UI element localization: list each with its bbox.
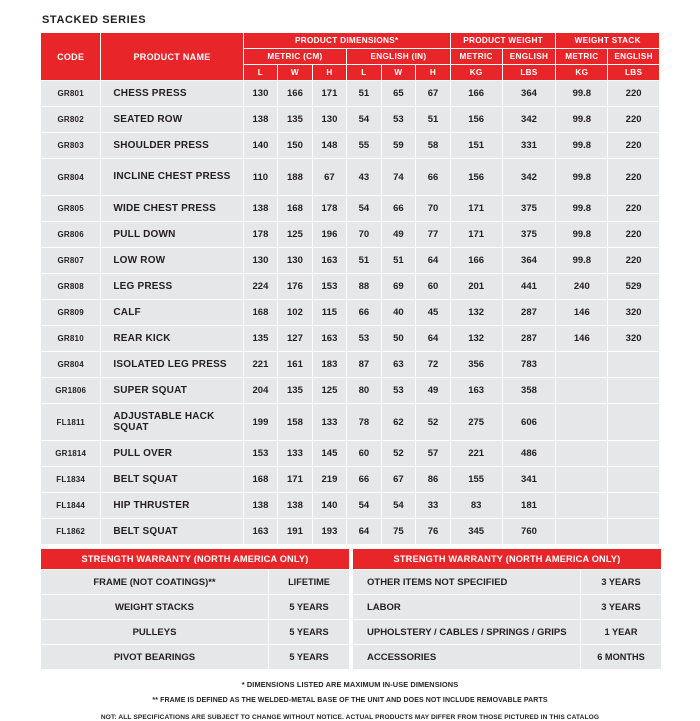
row-slbs (608, 467, 660, 493)
row-mh: 130 (312, 107, 347, 133)
footnote-disclaimer: NOT: ALL SPECIFICATIONS ARE SUBJECT TO CHANGE WITHOUT NOTICE. ACTUAL PRODUCTS MAY DIFFER FROM THOSE PICTURED IN THIS CATALOG (100, 714, 600, 721)
row-skg: 99.8 (556, 222, 608, 248)
row-ew: 74 (381, 159, 416, 196)
row-product-name: HIP THRUSTER (101, 493, 243, 519)
header-metric-w: W (278, 65, 313, 81)
row-product-name: PULL DOWN (101, 222, 243, 248)
row-skg (556, 441, 608, 467)
row-wlbs: 375 (502, 196, 556, 222)
warranty-left-value-1: 5 YEARS (269, 595, 350, 620)
row-ml: 163 (243, 519, 278, 545)
table-row (41, 222, 660, 248)
header-product-weight: PRODUCT WEIGHT (450, 33, 556, 49)
row-mh: 219 (312, 467, 347, 493)
row-el: 54 (347, 107, 382, 133)
warranty-right-label-1: LABOR (353, 595, 581, 620)
row-slbs (608, 404, 660, 441)
row-mw: 176 (278, 274, 313, 300)
warranty-left-label-1: WEIGHT STACKS (41, 595, 269, 620)
row-mw: 135 (278, 107, 313, 133)
row-product-name: LOW ROW (101, 248, 243, 274)
row-skg: 146 (556, 326, 608, 352)
warranty-row (41, 570, 350, 595)
row-mw: 168 (278, 196, 313, 222)
header-weight-english: ENGLISH (502, 49, 556, 65)
row-mh: 153 (312, 274, 347, 300)
table-row (41, 274, 660, 300)
table-row (41, 300, 660, 326)
row-ml: 153 (243, 441, 278, 467)
row-mh: 196 (312, 222, 347, 248)
row-mw: 158 (278, 404, 313, 441)
row-product-name: ADJUSTABLE HACK SQUAT (101, 404, 243, 441)
row-mw: 188 (278, 159, 313, 196)
row-eh: 52 (416, 404, 451, 441)
row-wlbs: 342 (502, 107, 556, 133)
row-code: GR804 (41, 352, 101, 378)
row-el: 55 (347, 133, 382, 159)
row-mw: 171 (278, 467, 313, 493)
row-ew: 66 (381, 196, 416, 222)
row-wlbs: 287 (502, 300, 556, 326)
row-code: GR808 (41, 274, 101, 300)
row-product-name: CHESS PRESS (101, 81, 243, 107)
row-ew: 63 (381, 352, 416, 378)
page-title: STACKED SERIES (42, 14, 147, 26)
row-el: 88 (347, 274, 382, 300)
row-el: 70 (347, 222, 382, 248)
row-product-name: SUPER SQUAT (101, 378, 243, 404)
warranty-right-value-2: 1 YEAR (581, 620, 662, 645)
row-mh: 148 (312, 133, 347, 159)
row-code: GR803 (41, 133, 101, 159)
row-ml: 178 (243, 222, 278, 248)
table-row (41, 378, 660, 404)
warranty-left-label-0: FRAME (NOT COATINGS)** (41, 570, 269, 595)
warranty-table-right (352, 548, 662, 670)
row-ml: 168 (243, 467, 278, 493)
row-slbs: 320 (608, 300, 660, 326)
row-mh: 183 (312, 352, 347, 378)
row-eh: 64 (416, 248, 451, 274)
header-english-w: W (381, 65, 416, 81)
table-row (41, 441, 660, 467)
warranty-table-left (40, 548, 350, 670)
row-mw: 191 (278, 519, 313, 545)
row-code: GR806 (41, 222, 101, 248)
row-ml: 138 (243, 196, 278, 222)
row-mw: 161 (278, 352, 313, 378)
row-wkg: 83 (450, 493, 502, 519)
row-slbs (608, 352, 660, 378)
row-ew: 53 (381, 107, 416, 133)
row-wlbs: 486 (502, 441, 556, 467)
header-english-h: H (416, 65, 451, 81)
header-english-in: ENGLISH (IN) (347, 49, 451, 65)
row-ew: 40 (381, 300, 416, 326)
row-mw: 102 (278, 300, 313, 326)
row-el: 66 (347, 467, 382, 493)
row-mh: 193 (312, 519, 347, 545)
warranty-right-header: STRENGTH WARRANTY (NORTH AMERICA ONLY) (353, 549, 662, 570)
row-eh: 86 (416, 467, 451, 493)
row-eh: 51 (416, 107, 451, 133)
row-ml: 130 (243, 248, 278, 274)
row-mw: 133 (278, 441, 313, 467)
row-product-name: CALF (101, 300, 243, 326)
warranty-left-header: STRENGTH WARRANTY (NORTH AMERICA ONLY) (41, 549, 350, 570)
row-mh: 115 (312, 300, 347, 326)
row-mh: 125 (312, 378, 347, 404)
row-skg: 99.8 (556, 107, 608, 133)
header-product-dimensions: PRODUCT DIMENSIONS* (243, 33, 450, 49)
row-slbs (608, 441, 660, 467)
warranty-row (41, 620, 350, 645)
row-ew: 54 (381, 493, 416, 519)
table-row (41, 133, 660, 159)
row-product-name: WIDE CHEST PRESS (101, 196, 243, 222)
row-wkg: 345 (450, 519, 502, 545)
header-code: CODE (41, 33, 101, 81)
row-code: GR810 (41, 326, 101, 352)
row-el: 54 (347, 196, 382, 222)
header-metric-l: L (243, 65, 278, 81)
warranty-row (41, 645, 350, 670)
row-ml: 140 (243, 133, 278, 159)
row-code: FL1834 (41, 467, 101, 493)
row-slbs (608, 519, 660, 545)
row-skg: 240 (556, 274, 608, 300)
row-wlbs: 375 (502, 222, 556, 248)
row-skg: 99.8 (556, 248, 608, 274)
row-slbs: 220 (608, 107, 660, 133)
warranty-row (353, 595, 662, 620)
row-ew: 59 (381, 133, 416, 159)
row-product-name: SHOULDER PRESS (101, 133, 243, 159)
row-wlbs: 287 (502, 326, 556, 352)
row-eh: 66 (416, 159, 451, 196)
row-skg: 99.8 (556, 159, 608, 196)
header-stack-english: ENGLISH (608, 49, 660, 65)
row-product-name: BELT SQUAT (101, 519, 243, 545)
row-code: FL1844 (41, 493, 101, 519)
row-el: 53 (347, 326, 382, 352)
row-slbs: 220 (608, 133, 660, 159)
row-ml: 135 (243, 326, 278, 352)
warranty-row (353, 645, 662, 670)
row-eh: 57 (416, 441, 451, 467)
header-weight-stack: WEIGHT STACK (556, 33, 660, 49)
warranty-right-label-3: ACCESSORIES (353, 645, 581, 670)
warranty-left-value-3: 5 YEARS (269, 645, 350, 670)
row-wlbs: 606 (502, 404, 556, 441)
row-product-name: INCLINE CHEST PRESS (101, 159, 243, 196)
row-mh: 67 (312, 159, 347, 196)
row-ml: 199 (243, 404, 278, 441)
row-wkg: 156 (450, 107, 502, 133)
table-row (41, 519, 660, 545)
footnote-dimensions: * DIMENSIONS LISTED ARE MAXIMUM IN-USE DIMENSIONS (241, 680, 459, 689)
row-wkg: 171 (450, 196, 502, 222)
warranty-left-label-2: PULLEYS (41, 620, 269, 645)
row-ew: 49 (381, 222, 416, 248)
row-eh: 33 (416, 493, 451, 519)
row-wkg: 166 (450, 248, 502, 274)
row-eh: 49 (416, 378, 451, 404)
row-el: 66 (347, 300, 382, 326)
row-wkg: 132 (450, 300, 502, 326)
row-mw: 138 (278, 493, 313, 519)
row-ml: 224 (243, 274, 278, 300)
row-mw: 130 (278, 248, 313, 274)
row-eh: 67 (416, 81, 451, 107)
row-wlbs: 441 (502, 274, 556, 300)
row-code: GR1806 (41, 378, 101, 404)
row-ew: 65 (381, 81, 416, 107)
table-header-row-1 (41, 33, 660, 49)
row-wkg: 275 (450, 404, 502, 441)
header-metric-h: H (312, 65, 347, 81)
row-el: 54 (347, 493, 382, 519)
table-row (41, 493, 660, 519)
warranty-right-value-0: 3 YEARS (581, 570, 662, 595)
row-code: GR1814 (41, 441, 101, 467)
row-skg: 99.8 (556, 133, 608, 159)
row-wkg: 132 (450, 326, 502, 352)
row-code: FL1811 (41, 404, 101, 441)
table-row (41, 248, 660, 274)
row-product-name: ISOLATED LEG PRESS (101, 352, 243, 378)
warranty-row (353, 570, 662, 595)
row-eh: 70 (416, 196, 451, 222)
row-mh: 140 (312, 493, 347, 519)
row-slbs: 220 (608, 81, 660, 107)
table-row (41, 81, 660, 107)
row-el: 80 (347, 378, 382, 404)
row-wkg: 171 (450, 222, 502, 248)
row-product-name: BELT SQUAT (101, 467, 243, 493)
row-ml: 138 (243, 493, 278, 519)
row-code: GR804 (41, 159, 101, 196)
row-mh: 178 (312, 196, 347, 222)
row-el: 64 (347, 519, 382, 545)
row-mw: 150 (278, 133, 313, 159)
row-code: GR802 (41, 107, 101, 133)
row-ew: 52 (381, 441, 416, 467)
row-slbs: 320 (608, 326, 660, 352)
specifications-table (40, 32, 660, 545)
row-slbs: 220 (608, 159, 660, 196)
row-code: GR805 (41, 196, 101, 222)
row-eh: 58 (416, 133, 451, 159)
row-skg (556, 467, 608, 493)
row-ml: 204 (243, 378, 278, 404)
warranty-section (40, 548, 660, 670)
row-wlbs: 331 (502, 133, 556, 159)
row-ml: 130 (243, 81, 278, 107)
row-ml: 168 (243, 300, 278, 326)
row-el: 78 (347, 404, 382, 441)
row-wlbs: 364 (502, 248, 556, 274)
row-wkg: 151 (450, 133, 502, 159)
row-ew: 75 (381, 519, 416, 545)
row-wlbs: 342 (502, 159, 556, 196)
row-wkg: 155 (450, 467, 502, 493)
row-wkg: 156 (450, 159, 502, 196)
row-wlbs: 783 (502, 352, 556, 378)
row-ew: 67 (381, 467, 416, 493)
row-ml: 221 (243, 352, 278, 378)
row-skg (556, 352, 608, 378)
row-el: 51 (347, 248, 382, 274)
table-row (41, 159, 660, 196)
row-wkg: 163 (450, 378, 502, 404)
row-wkg: 166 (450, 81, 502, 107)
header-weight-lbs: LBS (502, 65, 556, 81)
header-english-l: L (347, 65, 382, 81)
row-slbs: 220 (608, 248, 660, 274)
row-el: 87 (347, 352, 382, 378)
row-wkg: 201 (450, 274, 502, 300)
row-wlbs: 364 (502, 81, 556, 107)
row-wlbs: 358 (502, 378, 556, 404)
warranty-left-value-2: 5 YEARS (269, 620, 350, 645)
row-eh: 76 (416, 519, 451, 545)
row-wlbs: 181 (502, 493, 556, 519)
row-slbs: 529 (608, 274, 660, 300)
warranty-left-label-3: PIVOT BEARINGS (41, 645, 269, 670)
warranty-right-label-0: OTHER ITEMS NOT SPECIFIED (353, 570, 581, 595)
row-wkg: 356 (450, 352, 502, 378)
row-eh: 72 (416, 352, 451, 378)
row-ml: 110 (243, 159, 278, 196)
warranty-row (41, 595, 350, 620)
row-ew: 51 (381, 248, 416, 274)
row-ml: 138 (243, 107, 278, 133)
header-weight-kg: KG (450, 65, 502, 81)
row-code: FL1862 (41, 519, 101, 545)
header-product-name: PRODUCT NAME (101, 33, 243, 81)
row-product-name: REAR KICK (101, 326, 243, 352)
footnote-frame: ** FRAME IS DEFINED AS THE WELDED-METAL BASE OF THE UNIT AND DOES NOT INCLUDE REMOVABLE PARTS (152, 697, 548, 704)
table-row (41, 404, 660, 441)
row-eh: 60 (416, 274, 451, 300)
warranty-left-value-0: LIFETIME (269, 570, 350, 595)
row-ew: 69 (381, 274, 416, 300)
row-el: 60 (347, 441, 382, 467)
row-mh: 163 (312, 248, 347, 274)
row-skg: 99.8 (556, 196, 608, 222)
row-mw: 127 (278, 326, 313, 352)
table-row (41, 352, 660, 378)
row-skg: 99.8 (556, 81, 608, 107)
row-skg (556, 493, 608, 519)
table-row (41, 196, 660, 222)
row-slbs: 220 (608, 196, 660, 222)
warranty-right-label-2: UPHOLSTERY / CABLES / SPRINGS / GRIPS (353, 620, 581, 645)
row-product-name: SEATED ROW (101, 107, 243, 133)
row-mh: 171 (312, 81, 347, 107)
row-code: GR807 (41, 248, 101, 274)
table-row (41, 326, 660, 352)
row-mw: 166 (278, 81, 313, 107)
row-mw: 125 (278, 222, 313, 248)
row-ew: 50 (381, 326, 416, 352)
footnotes (40, 680, 660, 721)
row-mh: 163 (312, 326, 347, 352)
header-stack-metric: METRIC (556, 49, 608, 65)
row-el: 43 (347, 159, 382, 196)
row-skg (556, 378, 608, 404)
row-slbs (608, 493, 660, 519)
row-product-name: LEG PRESS (101, 274, 243, 300)
row-skg (556, 404, 608, 441)
row-skg: 146 (556, 300, 608, 326)
header-metric-cm: METRIC (CM) (243, 49, 347, 65)
row-skg (556, 519, 608, 545)
row-wlbs: 760 (502, 519, 556, 545)
warranty-row (353, 620, 662, 645)
row-eh: 64 (416, 326, 451, 352)
row-slbs: 220 (608, 222, 660, 248)
row-product-name: PULL OVER (101, 441, 243, 467)
warranty-right-value-1: 3 YEARS (581, 595, 662, 620)
row-mw: 135 (278, 378, 313, 404)
header-stack-kg: KG (556, 65, 608, 81)
table-row (41, 107, 660, 133)
row-code: GR809 (41, 300, 101, 326)
row-mh: 145 (312, 441, 347, 467)
row-ew: 53 (381, 378, 416, 404)
row-el: 51 (347, 81, 382, 107)
row-wlbs: 341 (502, 467, 556, 493)
specifications-table-body (41, 81, 660, 545)
row-mh: 133 (312, 404, 347, 441)
row-eh: 45 (416, 300, 451, 326)
header-weight-metric: METRIC (450, 49, 502, 65)
row-slbs (608, 378, 660, 404)
row-eh: 77 (416, 222, 451, 248)
row-ew: 62 (381, 404, 416, 441)
warranty-right-value-3: 6 MONTHS (581, 645, 662, 670)
row-code: GR801 (41, 81, 101, 107)
header-stack-lbs: LBS (608, 65, 660, 81)
table-row (41, 467, 660, 493)
row-wkg: 221 (450, 441, 502, 467)
